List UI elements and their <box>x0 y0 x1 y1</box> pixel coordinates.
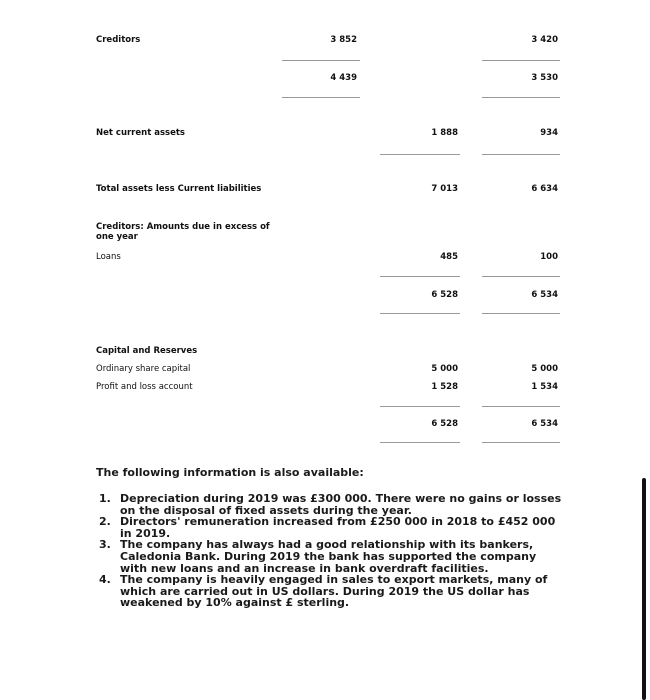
rule <box>482 406 560 407</box>
capital-total-value-1: 6 528 <box>431 419 458 429</box>
creditors-value-1: 3 852 <box>330 35 357 45</box>
rule <box>482 276 560 277</box>
rule <box>482 442 560 443</box>
rule <box>380 406 460 407</box>
long-term-creditors-label-line2: one year <box>96 232 138 242</box>
rule <box>380 442 460 443</box>
rule <box>482 60 560 61</box>
share-capital-value-2: 5 000 <box>531 364 558 374</box>
net-current-assets-value-1: 1 888 <box>431 128 458 138</box>
notes-list <box>96 493 566 609</box>
rule <box>482 313 560 314</box>
profit-loss-value-2: 1 534 <box>531 382 558 392</box>
creditors-label: Creditors <box>96 35 141 45</box>
list-item: 4. The company is heavily engaged in sales to export markets, many of which are carried out in US dollars. During 2019 the US dollar has weakened by 10% against £ sterling. <box>99 573 548 610</box>
net-current-assets-value-2: 934 <box>540 128 558 138</box>
net-current-assets-label: Net current assets <box>96 128 185 138</box>
rule <box>380 313 460 314</box>
share-capital-value-1: 5 000 <box>431 364 458 374</box>
rule <box>380 154 460 155</box>
total-assets-label: Total assets less Current liabilities <box>96 184 262 194</box>
rule <box>482 154 560 155</box>
list-item: 3. The company has always had a good relationship with its bankers, Caledonia Bank. During 2019 the bank has supported the company with new loans and an increase in bank overdraft facilities. <box>99 538 537 575</box>
rule <box>282 97 360 98</box>
net-assets-value-1: 6 528 <box>431 290 458 300</box>
creditors-value-2: 3 420 <box>531 35 558 45</box>
capital-total-value-2: 6 534 <box>531 419 558 429</box>
notes-section <box>96 466 566 609</box>
share-capital-label: Ordinary share capital <box>96 364 191 374</box>
creditors-subtotal-1: 4 439 <box>330 73 357 83</box>
total-assets-value-2: 6 634 <box>531 184 558 194</box>
scrollbar[interactable] <box>642 478 646 700</box>
long-term-creditors-label-line1: Creditors: Amounts due in excess of <box>96 222 270 232</box>
list-item: 2. Directors' remuneration increased from £250 000 in 2018 to £452 000 in 2019. <box>99 515 556 540</box>
loans-value-1: 485 <box>440 252 458 262</box>
notes-heading: The following information is also available: <box>96 466 364 479</box>
capital-reserves-label: Capital and Reserves <box>96 346 198 356</box>
rule <box>380 276 460 277</box>
net-assets-value-2: 6 534 <box>531 290 558 300</box>
loans-value-2: 100 <box>540 252 558 262</box>
profit-loss-value-1: 1 528 <box>431 382 458 392</box>
total-assets-value-1: 7 013 <box>431 184 458 194</box>
list-item: 1. Depreciation during 2019 was £300 000. There were no gains or losses on the disposal of fixed assets during the year. <box>99 492 562 517</box>
rule <box>282 60 360 61</box>
creditors-subtotal-2: 3 530 <box>531 73 558 83</box>
rule <box>482 97 560 98</box>
loans-label: Loans <box>96 252 121 262</box>
profit-loss-label: Profit and loss account <box>96 382 193 392</box>
